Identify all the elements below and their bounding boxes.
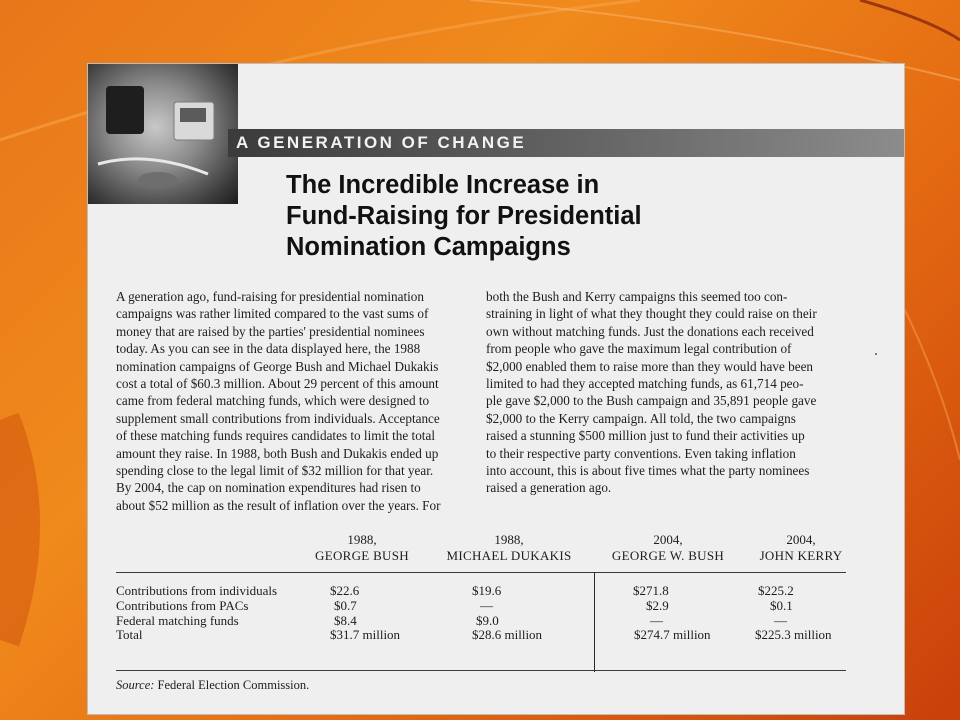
text-line: amount they raise. In 1988, both Bush and Dukakis ended up	[116, 445, 439, 461]
text-line: $2,000 enabled them to raise more than they would have been	[486, 358, 814, 374]
title-line: The Incredible Increase in	[286, 171, 600, 199]
title-line: Fund-Raising for Presidential	[286, 202, 642, 230]
table-cell: —	[480, 598, 493, 613]
body-column-left	[116, 288, 462, 514]
table-rule	[116, 670, 846, 671]
text-line: spending close to the legal limit of $32 million for that year.	[116, 463, 434, 479]
scan-speck	[875, 353, 877, 355]
text-line: money that are raised by the parties' presidential nominees	[116, 323, 425, 339]
text-line: own without matching funds. Just the donations each received	[486, 323, 814, 339]
text-line: about $52 million as the result of inflation over the years. For	[116, 497, 441, 513]
article-title	[286, 170, 806, 263]
table-cell: —	[774, 613, 787, 628]
table-rule	[116, 572, 846, 573]
table-cell: $31.7 million	[330, 627, 401, 642]
text-line: campaigns was rather limited compared to the vast sums of	[116, 306, 429, 322]
text-line: raised a generation ago.	[486, 480, 612, 496]
text-line: straining in light of what they thought they could raise on their	[486, 306, 817, 322]
row-label: Total	[116, 627, 143, 642]
column-header: 1988, MICHAEL DUKAKIS	[446, 532, 572, 563]
text-line: today. As you can see in the data displayed here, the 1988	[116, 341, 421, 357]
table-cell: $225.2	[758, 583, 794, 598]
table-divider	[594, 572, 595, 672]
title-line: Nomination Campaigns	[286, 233, 571, 261]
table-cell: $225.3 million	[755, 627, 832, 642]
table-cell: $0.7	[334, 598, 357, 613]
text-line: nomination campaigns of George Bush and Michael Dukakis	[116, 358, 439, 374]
column-header: 1988, GEORGE BUSH	[315, 532, 409, 563]
text-line: supplement small contributions from individuals. Acceptance	[116, 410, 440, 426]
text-line: limited to had they accepted matching funds, as 61,714 peo-	[486, 376, 804, 392]
fundraising-table	[116, 532, 846, 672]
table-cell: $0.1	[770, 598, 793, 613]
text-line: $2,000 to the Kerry campaign. All told, the two campaigns	[486, 410, 796, 426]
campaign-photo	[88, 64, 238, 204]
table-cell: $271.8	[633, 583, 669, 598]
column-header: 2004, JOHN KERRY	[759, 532, 843, 563]
source-note	[116, 678, 309, 693]
text-line: By 2004, the cap on nomination expenditures had risen to	[116, 480, 421, 496]
row-label: Contributions from individuals	[116, 583, 278, 598]
source-label: Source:	[116, 678, 155, 692]
row-label: Federal matching funds	[116, 613, 239, 628]
source-text: Federal Election Commission.	[154, 678, 310, 692]
table-cell: $8.4	[334, 613, 357, 628]
text-line: of these matching funds requires candidates to limit the total	[116, 428, 435, 444]
text-line: both the Bush and Kerry campaigns this seemed too con-	[486, 289, 788, 304]
text-line: came from federal matching funds, which were designed to	[116, 393, 430, 409]
text-line: ple gave $2,000 to the Bush campaign and 35,891 people gave	[486, 393, 817, 409]
body-column-right	[486, 288, 842, 497]
text-line: raised a stunning $500 million just to fund their activities up	[486, 428, 805, 444]
table-cell: $22.6	[330, 583, 360, 598]
column-header: 2004, GEORGE W. BUSH	[611, 532, 725, 563]
table-cell: $19.6	[472, 583, 502, 598]
text-line: A generation ago, fund-raising for presidential nomination	[116, 289, 424, 304]
table-cell: $274.7 million	[634, 627, 711, 642]
scanned-page	[88, 64, 904, 714]
table-cell: $2.9	[646, 598, 669, 613]
text-line: from people who gave the maximum legal contribution of	[486, 341, 792, 357]
table-cell: $28.6 million	[472, 627, 543, 642]
table-cell: $9.0	[476, 613, 499, 628]
text-line: into account, this is about five times what the party nominees	[486, 463, 810, 479]
text-line: cost a total of $60.3 million. About 29 percent of this amount	[116, 376, 439, 392]
row-label: Contributions from PACs	[116, 598, 249, 613]
table-cell: —	[650, 613, 663, 628]
section-banner: A GENERATION OF CHANGE	[228, 129, 904, 157]
text-line: to their respective party conventions. Even taking inflation	[486, 445, 796, 461]
